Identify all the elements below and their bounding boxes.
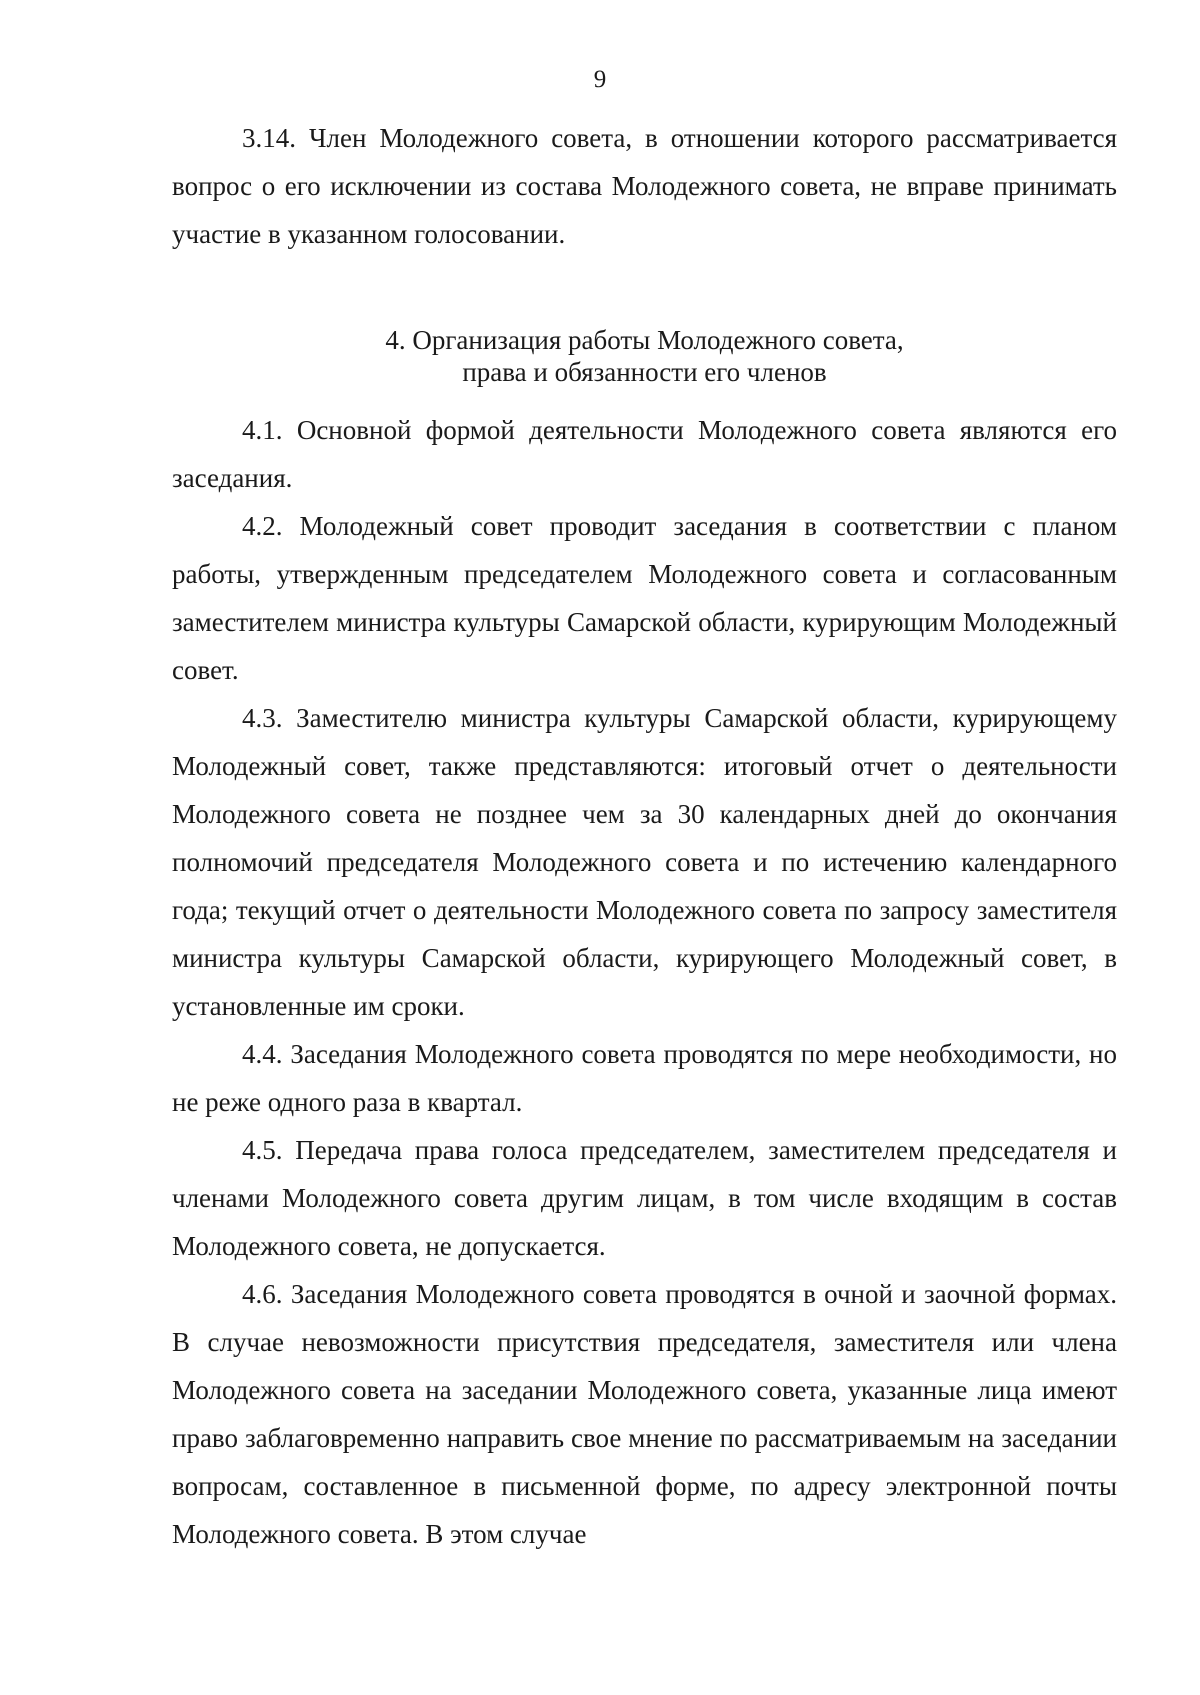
paragraph-4-4: 4.4. Заседания Молодежного совета проводятся по мере необходимости, но не реже одного раза в квартал.: [172, 1039, 1117, 1117]
page-number: 9: [593, 66, 607, 93]
section-heading-line-1: 4. Организация работы Молодежного совета,: [385, 325, 904, 355]
paragraph-4-6: 4.6. Заседания Молодежного совета проводятся в очной и заочной формах. В случае невозможности присутствия председателя, заместителя или члена Молодежного совета на заседании Молодежного совета, указанные лица имеют право заблаговременно направить свое мнение по рассматриваемым на заседании вопросам, составленное в письменной форме, по адресу электронной почты Молодежного совета. В этом случае: [172, 1279, 1117, 1549]
section-heading-line-2: права и обязанности его членов: [462, 357, 827, 387]
paragraph-3-14: 3.14. Член Молодежного совета, в отношении которого рассматривается вопрос о его исключении из состава Молодежного совета, не вправе принимать участие в указанном голосовании.: [172, 123, 1117, 249]
section-heading: [172, 324, 1117, 388]
paragraph-4-2: 4.2. Молодежный совет проводит заседания в соответствии с планом работы, утвержденным председателем Молодежного совета и согласованным заместителем министра культуры Самарской области, курирующим Молодежный совет.: [172, 511, 1117, 685]
paragraph-4-1: 4.1. Основной формой деятельности Молодежного совета являются его заседания.: [172, 415, 1117, 493]
paragraph-4-5: 4.5. Передача права голоса председателем, заместителем председателя и членами Молодежного совета другим лицам, в том числе входящим в состав Молодежного совета, не допускается.: [172, 1135, 1117, 1261]
document-body: [172, 114, 1117, 1558]
paragraph-4-3: 4.3. Заместителю министра культуры Самарской области, курирующему Молодежный совет, также представляются: итоговый отчет о деятельности Молодежного совета не позднее чем за 30 календарных дней до окончания полномочий председателя Молодежного совета и по истечению календарного года; текущий отчет о деятельности Молодежного совета по запросу заместителя министра культуры Самарской области, курирующего Молодежный совет, в установленные им сроки.: [172, 703, 1117, 1021]
